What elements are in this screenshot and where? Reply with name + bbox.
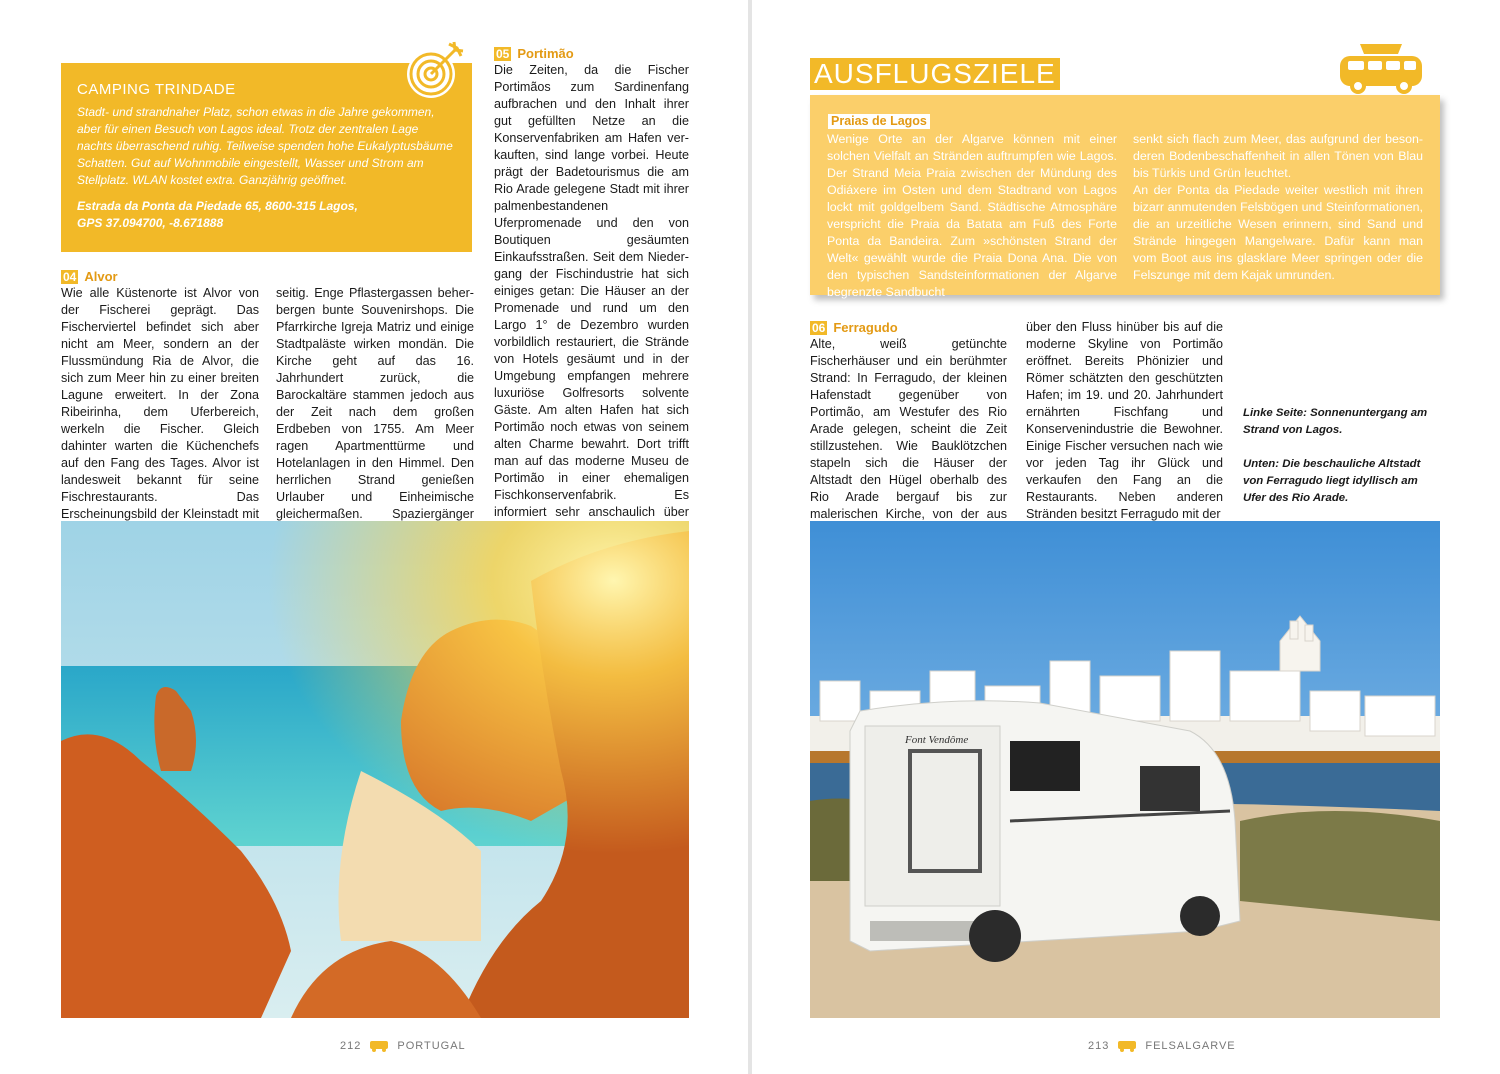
target-icon (403, 38, 467, 102)
beach-photo (61, 521, 689, 1018)
alvor-title: Alvor (84, 269, 118, 284)
praias-text-1: Wenige Orte an der Algarve können mit einer solchen Vielfalt an Stränden auftrumpfen wie Lagos. Der Strand Meia Praia zwischen der Mündung des Odiáxere im Osten und dem Stadtrand von Lagos lockt mit goldgelbem Sand. Städtische Atmosphäre verspricht die Praia da Batata am Fuß des Forte Ponta da Bandeira. Zum »schönsten Strand der Welt« gewählt wurde die Praia Dona Ana. Die von den typischen Sandsteinformationen der Algarve begrenzte Sandbucht (827, 132, 1117, 299)
section-number: 06 (812, 321, 826, 335)
camper-van-icon (369, 1040, 389, 1052)
right-footer (1088, 1040, 1236, 1052)
praias-text-2b: An der Ponta da Piedade weiter westlich mit ihren bizarr anmutenden Felsbögen und Steinformationen, die an urzeitliche Wesen erinnern, sind Sand und Strände hingegen Mangelware. Dafür kann man vom Boot aus ins glasklare Meer springen oder die Felszunge mit dem Kajak umrunden. (1133, 183, 1423, 282)
ferragudo-heading (810, 319, 1007, 336)
alvor-text-2: seitig. Enge Pflastergassen beherbergen bunte Souvenirshops. Die Pfarrkirche Igreja Matriz und einige Stadtpaläste wirken mondän. Die Kirche geht auf das 16. Jahrhundert zurück, die Barockaltäre stammen jedoch aus der Zeit nach dem großen Erdbeben von 1755. Am Meer ragen Apartmenttürme und Hotelanlagen in den Himmel. Den herrlichen Strand genießen Urlauber und Einheimische gleichermaßen. Spaziergänger (276, 286, 474, 521)
caption-left-page: Linke Seite: Sonnenuntergang am Strand von Lagos. (1243, 407, 1428, 436)
section-number: 04 (63, 270, 77, 284)
alvor-heading (61, 268, 259, 285)
portimao-text: Die Zeiten, da die Fischer Portimãos zum Sardinenfang aufbrachen und den Inhalt ihrer gut gefüllten Netze an die Konservenfabriken am Hafen verkauften, sind lange vorbei. Heute prägt der Badetourismus die am Rio Arade gelegene Stadt mit ihrer palmenbestandenen Uferpromenade und den von Boutiquen gesäumten Einkaufsstraßen. Seit dem Niedergang der Fischindustrie hat sich einiges getan: Die Häuser an der Promenade und rund um den Largo 1° de Dezembro wurden vorbildlich restauriert, die Strände von Hotels gesäumt und in der Umgebung empfangen mehrere luxuriöse Golfresorts solvente Gäste. Am alten Hafen hat sich Portimão noch etwas von seinem alten Charme bewahrt. Dort trifft man auf das moderne Museu de Portimão in einer ehemaligen Fischkonservenfabrik. Es informiert sehr anschaulich über (494, 63, 689, 519)
camping-gps: GPS 37.094700, -8.671888 (77, 216, 224, 230)
praias-text-2a: senkt sich flach zum Meer, das aufgrund der besonderen Bodenbeschaffenheit in allen Tönen von Blau bis Türkis und Grün leuchtet. (1133, 132, 1423, 180)
praias-heading: Praias de Lagos (828, 114, 930, 129)
van-brand-text: Font Vendôme (905, 734, 969, 746)
ferragudo-column-2 (1026, 319, 1223, 523)
ferragudo-title: Ferragudo (833, 320, 898, 335)
praias-column-1 (827, 131, 1117, 301)
page-number: 212 (340, 1040, 362, 1052)
portimao-title: Portimão (517, 46, 574, 61)
camping-description: Stadt- und strandnaher Platz, schon etwas in die Jahre gekommen, aber für einen Besuch von Lagos ideal. Trotz der zentralen Lage nachts überraschend ruhig. Teilweise spenden hohe Eukalyptusbäume Schatten. Gut auf Wohnmobile eingestellt, Wasser und Strom am Stellplatz. WLAN kostet extra. Ganzjährig geöffnet. (77, 105, 453, 187)
page-title: AUSFLUGSZIELE (810, 58, 1060, 90)
camping-address-line: Estrada da Ponta da Piedade 65, 8600-315 Lagos, (77, 199, 358, 213)
alvor-text-1: Wie alle Küstenorte ist Alvor von der Fischerei geprägt. Das Fischerviertel befindet sich aber nicht am Meer, sondern an der Flussmündung Ria de Alvor, die sich zum Meer hin zu einer breiten Lagune erweitert. In der Zona Ribeirinha, dem Uferbereich, werkeln die Fischer. Gleich dahinter warten die Küchenchefs auf den Fang des Tages. Alvor ist landesweit bekannt für seine Fischrestaurants. Das Erscheinungsbild der Kleinstadt mit (61, 286, 259, 521)
alvor-column-2 (276, 285, 474, 557)
portimao-heading (494, 45, 689, 62)
left-footer (340, 1040, 466, 1052)
praias-column-2 (1133, 131, 1423, 284)
page-number: 213 (1088, 1040, 1110, 1052)
portimao-column (494, 45, 689, 572)
alvor-column-1 (61, 268, 259, 540)
camping-title: CAMPING TRINDADE (77, 81, 236, 98)
camper-van-icon (1117, 1040, 1137, 1052)
photo-captions (1243, 405, 1443, 507)
ferragudo-text-2: über den Fluss hinüber bis auf die moderne Skyline von Portimão eröffnet. Bereits Phönizier und Römer schätzten den geschützten Hafen; im 19. und 20. Jahrhundert ernährten Fischfang und Konservenindustrie die Bewohner. Einige Fischer versuchen nach wie vor jeden Tag ihr Glück und verkaufen den Fang an die Restaurants. Neben anderen Stränden besitzt Ferragudo mit der (1026, 320, 1223, 521)
camper-van-icon (1336, 40, 1426, 94)
camping-address (77, 198, 456, 232)
section-number: 05 (496, 47, 510, 61)
section-label: PORTUGAL (397, 1040, 466, 1052)
ferragudo-text-1: Alte, weiß getünchte Fischerhäuser und ein berühmter Strand: In Ferragudo, der kleinen Hafenstadt gegenüber von Portimão, am Westufer des Rio Arade gelegen, scheint die Zeit stillzustehen. Wie Bauklötzchen stapeln sich die Häuser der Altstadt den Hügel oberhalb des Rio Arade bergauf bis zur malerischen Kirche, von der aus (810, 337, 1007, 521)
ferragudo-column-1 (810, 319, 1007, 540)
section-label: FELSALGARVE (1145, 1040, 1236, 1052)
caption-below: Unten: Die beschauliche Altstadt von Ferragudo liegt idyllisch am Ufer des Rio Arade. (1243, 458, 1421, 504)
ferragudo-photo (810, 521, 1440, 1018)
